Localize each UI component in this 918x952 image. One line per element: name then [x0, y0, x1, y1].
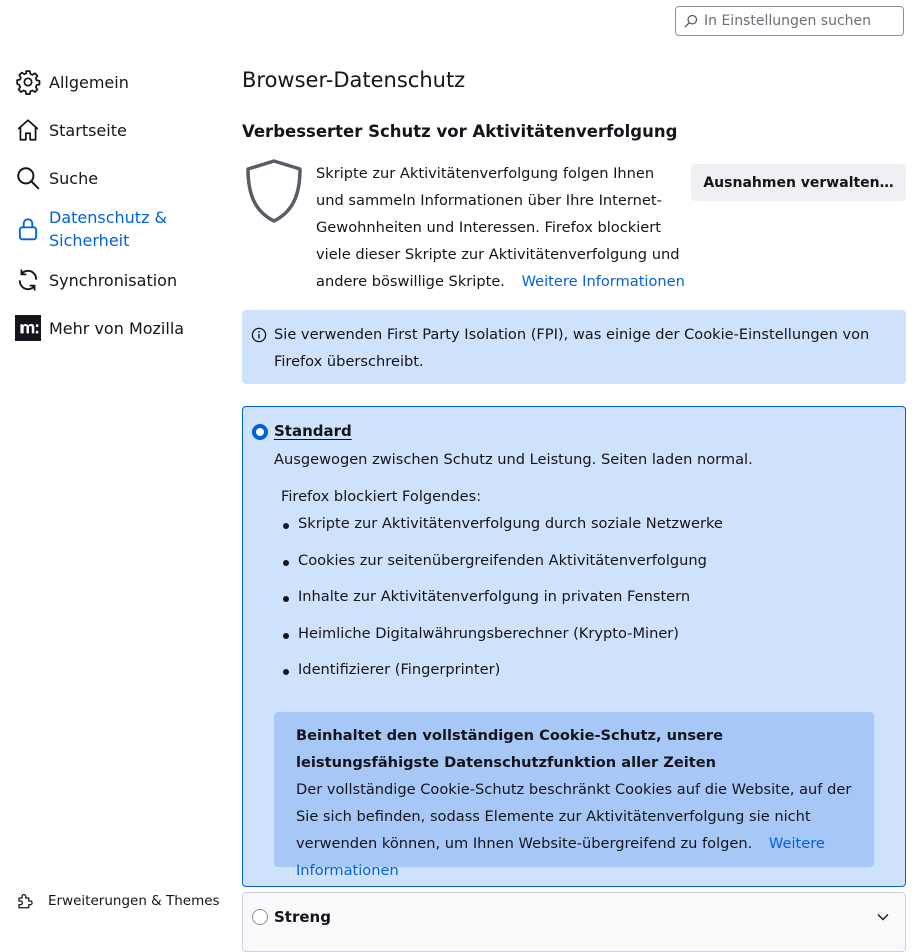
bullet	[283, 633, 289, 639]
strict-option-card[interactable]	[242, 892, 906, 952]
tcp-heading: Beinhaltet den vollständigen Cookie-Schutz, unsere leistungsfähigste Datenschutzfunktion aller Zeiten	[296, 727, 724, 771]
mozilla-icon	[14, 314, 42, 342]
sidebar-item-label: Startseite	[49, 120, 127, 140]
sidebar-item-home[interactable]	[14, 110, 214, 150]
search-icon	[14, 164, 42, 192]
sidebar-item-sync[interactable]	[14, 260, 214, 300]
bullet	[283, 523, 289, 529]
standard-option-card[interactable]	[242, 406, 906, 887]
learn-more-link[interactable]: Weitere Informationen	[521, 273, 685, 290]
search-input[interactable]	[704, 13, 894, 29]
bullet	[283, 560, 289, 566]
sidebar-item-label: Datenschutz & Sicherheit	[49, 208, 168, 250]
chevron-down-icon[interactable]	[877, 913, 889, 921]
strict-title: Streng	[274, 908, 331, 926]
sidebar-nav	[14, 62, 214, 356]
tcp-learn-more-link[interactable]: Weitere Informationen	[296, 835, 825, 879]
list-item	[281, 588, 723, 625]
blocked-item-text: Identifizierer (Fingerprinter)	[298, 661, 501, 679]
blocks-title: Firefox blockiert Folgendes:	[281, 488, 482, 505]
sync-icon	[14, 266, 42, 294]
bullet	[283, 596, 289, 602]
info-icon	[251, 327, 267, 343]
puzzle-icon	[16, 892, 34, 910]
info-text: Sie verwenden First Party Isolation (FPI), was einige der Cookie-Einstellungen von Firefox überschreibt.	[274, 326, 870, 370]
sidebar-item-label: Allgemein	[49, 72, 129, 92]
gear-icon	[14, 68, 42, 96]
sidebar-item-label: Erweiterungen & Themes	[48, 893, 220, 909]
blocked-item-text: Inhalte zur Aktivitätenverfolgung in privaten Fenstern	[298, 588, 691, 606]
fpi-info-bar	[242, 310, 906, 384]
standard-radio[interactable]	[252, 424, 268, 440]
tcp-body-wrap	[296, 776, 852, 884]
sidebar-item-mozilla[interactable]	[14, 308, 214, 348]
strict-radio[interactable]	[252, 909, 268, 925]
list-item	[281, 515, 723, 552]
home-icon	[14, 116, 42, 144]
standard-subtitle: Ausgewogen zwischen Schutz und Leistung. Seiten laden normal.	[274, 451, 753, 468]
page-title: Browser-Datenschutz	[242, 68, 466, 92]
blocked-list	[281, 515, 723, 698]
sidebar-item-label: Synchronisation	[49, 270, 178, 290]
search-icon	[684, 14, 698, 28]
settings-search[interactable]	[675, 6, 904, 36]
shield-icon	[244, 158, 304, 224]
standard-title: Standard	[274, 422, 352, 440]
description-text: Skripte zur Aktivitätenverfolgung folgen Ihnen und sammeln Informationen über Ihre Internet-Gewohnheiten und Interessen. Firefox blockiert viele dieser Skripte zur Aktivitätenverfolgung und andere böswillige Skripte.	[316, 165, 680, 290]
blocked-item-text: Skripte zur Aktivitätenverfolgung durch soziale Netzwerke	[298, 515, 723, 532]
sidebar-item-general[interactable]	[14, 62, 214, 102]
tracking-description	[316, 160, 686, 295]
sidebar-item-privacy[interactable]	[14, 206, 214, 252]
sidebar-item-search[interactable]	[14, 158, 214, 198]
blocked-item-text: Cookies zur seitenübergreifenden Aktivitätenverfolgung	[298, 551, 707, 569]
lock-icon	[14, 215, 42, 243]
sidebar-item-label: Suche	[49, 168, 99, 188]
list-item	[281, 552, 723, 589]
total-cookie-protection-box	[274, 712, 874, 879]
tcp-body: Der vollständige Cookie-Schutz beschränkt Cookies auf die Website, auf der Sie sich befinden, sodass Elemente zur Aktivitätenverfolgung sie nicht verwenden können, um Ihnen Website-übergreifend zu folgen.	[296, 781, 852, 852]
manage-exceptions-button[interactable]: Ausnahmen verwalten…	[691, 164, 906, 201]
section-title: Verbesserter Schutz vor Aktivitätenverfolgung	[242, 122, 678, 141]
bullet	[283, 669, 289, 675]
list-item	[281, 661, 723, 698]
blocked-item-text: Heimliche Digitalwährungsberechner (Krypto-Miner)	[298, 624, 680, 642]
list-item	[281, 625, 723, 662]
sidebar-item-label: Mehr von Mozilla	[49, 318, 185, 338]
sidebar-item-addons[interactable]	[16, 892, 220, 910]
